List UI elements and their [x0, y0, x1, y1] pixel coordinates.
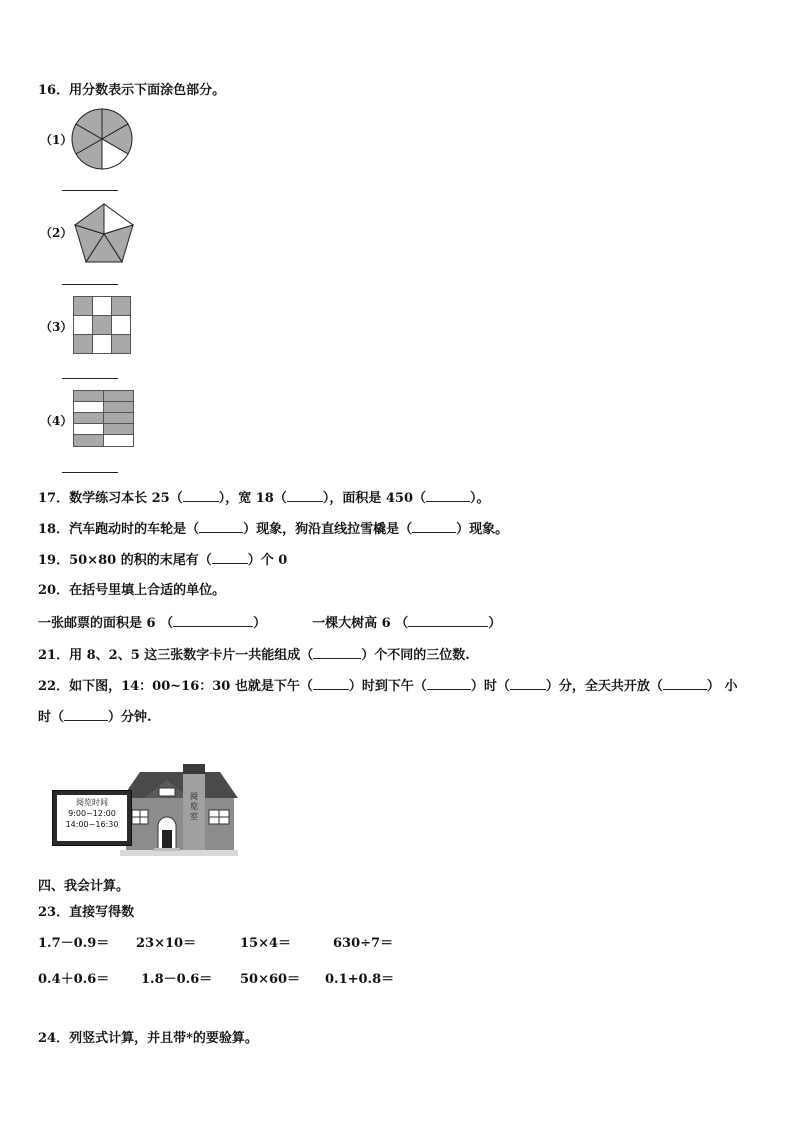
q17-text-1: 17．数学练习本长 25（ — [38, 491, 183, 506]
hours-sign-morning: 9:00~12:00 — [68, 809, 116, 818]
q22-blank-end-minute[interactable] — [510, 676, 546, 690]
q16-item-1-label: （1） — [40, 133, 73, 147]
building-sign-char-2: 览 — [190, 802, 198, 811]
q18-text-1: 18．汽车跑动时的车轮是（ — [38, 522, 200, 537]
q20-blank-tree-height[interactable] — [408, 613, 488, 627]
hours-sign-panel — [57, 795, 127, 841]
q19-text-2: ）个 0 — [247, 553, 288, 568]
building-sign — [188, 792, 200, 822]
q16-item-3-answer-line[interactable] — [62, 378, 118, 379]
q19-text-1: 19．50×80 的积的末尾有（ — [38, 553, 212, 568]
q16-table-figure — [73, 390, 135, 448]
question-24: 24．列竖式计算，并且带*的要验算。 — [38, 1031, 258, 1046]
q21-text-2: ）个不同的三位数. — [361, 648, 470, 663]
q16-item-2-label: （2） — [40, 226, 73, 240]
q21-blank[interactable] — [313, 645, 361, 659]
q20-blank-stamp-area[interactable] — [173, 613, 253, 627]
question-19 — [38, 550, 287, 570]
q22-blank-total-hours[interactable] — [663, 676, 707, 690]
q18-blank-1[interactable] — [199, 519, 243, 533]
question-17 — [38, 488, 490, 508]
q20-text-3: 一棵大树高 6 （ — [312, 616, 409, 631]
q20-text-1: 一张邮票的面积是 6 （ — [38, 616, 174, 631]
q18-blank-2[interactable] — [412, 519, 456, 533]
question-18 — [38, 519, 508, 539]
q16-item-4-answer-line[interactable] — [62, 472, 118, 473]
hours-sign-title: 阅览时间 — [76, 798, 108, 807]
q22-text-7: ）分钟. — [108, 710, 152, 725]
question-20-items — [38, 613, 501, 633]
q22-text-2: ）时到下午（ — [348, 679, 427, 694]
q22-blank-start-hour[interactable] — [313, 676, 349, 690]
q22-text-6: 时（ — [38, 710, 65, 725]
q19-blank[interactable] — [212, 550, 248, 564]
q17-blank-length-unit[interactable] — [183, 488, 219, 502]
section-4-heading: 四、我会计算。 — [38, 879, 130, 894]
question-23-title: 23．直接写得数 — [38, 905, 135, 920]
q16-item-1-answer-line[interactable] — [62, 190, 118, 191]
building-sign-char-1: 阅 — [190, 792, 198, 801]
reading-room-illustration — [52, 762, 242, 866]
q22-text-5: ） 小 — [706, 679, 738, 694]
q23-row1-item4: 630÷7＝ — [333, 936, 394, 951]
question-16-title: 16．用分数表示下面涂色部分。 — [38, 83, 226, 98]
q23-row2-item4: 0.1+0.8＝ — [325, 972, 395, 987]
q16-grid-figure — [73, 296, 131, 354]
q23-row1-item3: 15×4＝ — [240, 936, 292, 951]
question-22-line-1 — [38, 676, 737, 696]
q22-text-1: 22．如下图，14：00~16：30 也就是下午（ — [38, 679, 313, 694]
q21-text-1: 21．用 8、2、5 这三张数字卡片一共能组成（ — [38, 648, 314, 663]
q16-circle-figure — [71, 108, 133, 170]
q22-text-3: ）时（ — [470, 679, 510, 694]
q17-text-2: ），宽 18（ — [218, 491, 287, 506]
q23-row2-item3: 50×60＝ — [240, 972, 301, 987]
q17-text-3: ），面积是 450（ — [322, 491, 427, 506]
question-22-line-2 — [38, 707, 152, 727]
hours-sign-afternoon: 14:00~16:30 — [65, 820, 119, 829]
q16-item-4-label: （4） — [40, 414, 73, 428]
q23-row2-item2: 1.8－0.6＝ — [141, 972, 213, 987]
q18-text-3: ）现象。 — [456, 522, 509, 537]
hours-sign-board — [52, 790, 132, 846]
q17-blank-width-unit[interactable] — [287, 488, 323, 502]
q17-text-4: ）。 — [470, 491, 490, 506]
q16-item-2-answer-line[interactable] — [62, 284, 118, 285]
q20-text-4: ） — [488, 616, 502, 631]
q22-blank-end-hour[interactable] — [427, 676, 471, 690]
question-21 — [38, 645, 470, 665]
q23-row2-item1: 0.4＋0.6＝ — [38, 972, 110, 987]
q23-row1-item1: 1.7－0.9＝ — [38, 936, 110, 951]
q22-blank-total-minutes[interactable] — [64, 707, 108, 721]
q23-row1-item2: 23×10＝ — [136, 936, 197, 951]
q17-blank-area-unit[interactable] — [426, 488, 470, 502]
q16-pentagon-figure — [72, 202, 136, 264]
question-20-title: 20．在括号里填上合适的单位。 — [38, 583, 226, 598]
q20-text-2: ） — [253, 616, 267, 631]
building-sign-char-3: 室 — [190, 812, 198, 821]
q18-text-2: ）现象，狗沿直线拉雪橇是（ — [243, 522, 413, 537]
q22-text-4: ）分，全天共开放（ — [545, 679, 663, 694]
q16-item-3-label: （3） — [40, 320, 73, 334]
